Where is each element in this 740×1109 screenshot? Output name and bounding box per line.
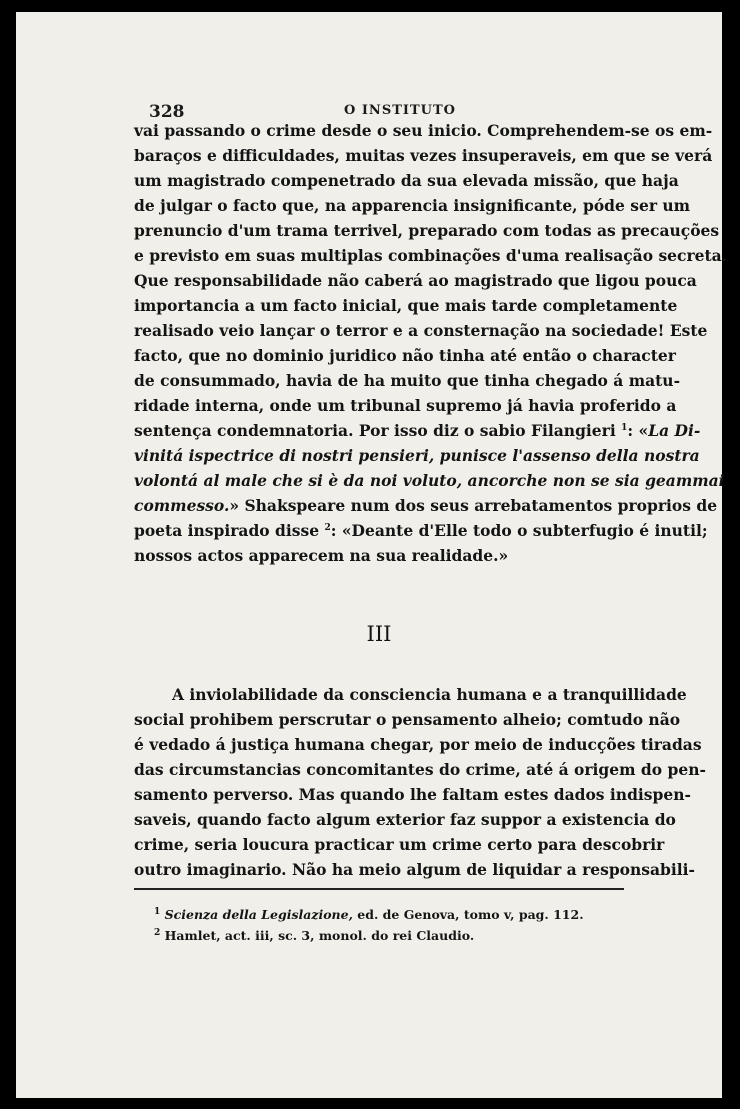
text-line: Que responsabilidade não caberá ao magistrado que ligou pouca (134, 271, 697, 290)
paragraph-2 (134, 682, 706, 882)
text-line: e previsto em suas multiplas combinações d'uma realisação secreta. (134, 246, 728, 265)
footnote-mark: 1 (154, 906, 161, 917)
italic-line: vinitá ispectrice di nostri pensieri, punisce l'assenso della nostra (134, 446, 700, 465)
text-line: ridade interna, onde um tribunal supremo já havia proferido a (134, 396, 677, 415)
text-line: realisado veio lançar o terror e a consternação na sociedade! Este (134, 321, 708, 340)
text-line (134, 418, 701, 443)
footnote-ref-1: 1 (621, 422, 628, 433)
text-line: nossos actos apparecem na sua realidade.» (134, 546, 509, 565)
text-run: : « (627, 421, 649, 440)
text-line (134, 518, 708, 543)
italic-run: Scienza della Legislazione, (164, 907, 353, 922)
italic-line: volontá al male che si è da noi voluto, ancorche non se sia geammai (134, 471, 725, 490)
text-run: » Shakspeare num dos seus arrebatamentos proprios de (229, 496, 718, 515)
text-line: é vedado á justiça humana chegar, por meio de inducções tiradas (134, 735, 702, 754)
text-line: facto, que no dominio juridico não tinha até então o character (134, 346, 676, 365)
footnote-mark: 2 (154, 927, 161, 938)
text-run: Hamlet, act. iii, sc. 3, monol. do rei Claudio. (160, 928, 475, 943)
text-line: samento perverso. Mas quando lhe faltam estes dados indispen- (134, 785, 691, 804)
page-number: 328 (149, 102, 185, 122)
footnotes (154, 904, 624, 946)
text-run: ed. de Genova, tomo v, pag. 112. (352, 907, 584, 922)
footnote-divider (134, 888, 624, 890)
text-line: saveis, quando facto algum exterior faz suppor a existencia do (134, 810, 676, 829)
text-run: poeta inspirado disse (134, 521, 325, 540)
text-line: de julgar o facto que, na apparencia insignificante, póde ser um (134, 196, 691, 215)
text-run: sentença condemnatoria. Por isso diz o sabio Filangieri (134, 421, 622, 440)
text-line (134, 493, 718, 518)
text-line: prenuncio d'um trama terrivel, preparado com todas as precauções (134, 221, 720, 240)
text-run: : «Deante d'Elle todo o subterfugio é inutil; (330, 521, 708, 540)
italic-run: commesso. (134, 496, 230, 515)
text-line: um magistrado compenetrado da sua elevada missão, que haja (134, 171, 679, 190)
text-line: A inviolabilidade da consciencia humana e a tranquillidade (172, 685, 687, 704)
text-line: social prohibem perscrutar o pensamento alheio; comtudo não (134, 710, 681, 729)
text-line: das circumstancias concomitantes do crime, até á origem do pen- (134, 760, 706, 779)
text-line: vai passando o crime desde o seu inicio. Comprehendem-se os em- (134, 121, 713, 140)
text-line: de consummado, havia de ha muito que tinha chegado á matu- (134, 371, 681, 390)
text-line: importancia a um facto inicial, que mais tarde completamente (134, 296, 678, 315)
text-line: baraços e difficuldades, muitas vezes insuperaveis, em que se verá (134, 146, 713, 165)
footnote-ref-2: 2 (324, 522, 331, 533)
running-title: O INSTITUTO (344, 103, 456, 118)
footnote-1 (154, 904, 624, 925)
footnote-2 (154, 925, 624, 946)
text-line: crime, seria loucura practicar um crime certo para descobrir (134, 835, 665, 854)
section-heading: III (366, 622, 392, 646)
italic-run: La Di- (648, 421, 701, 440)
paragraph-1 (134, 118, 728, 568)
text-line: outro imaginario. Não ha meio algum de liquidar a responsabili- (134, 860, 695, 879)
